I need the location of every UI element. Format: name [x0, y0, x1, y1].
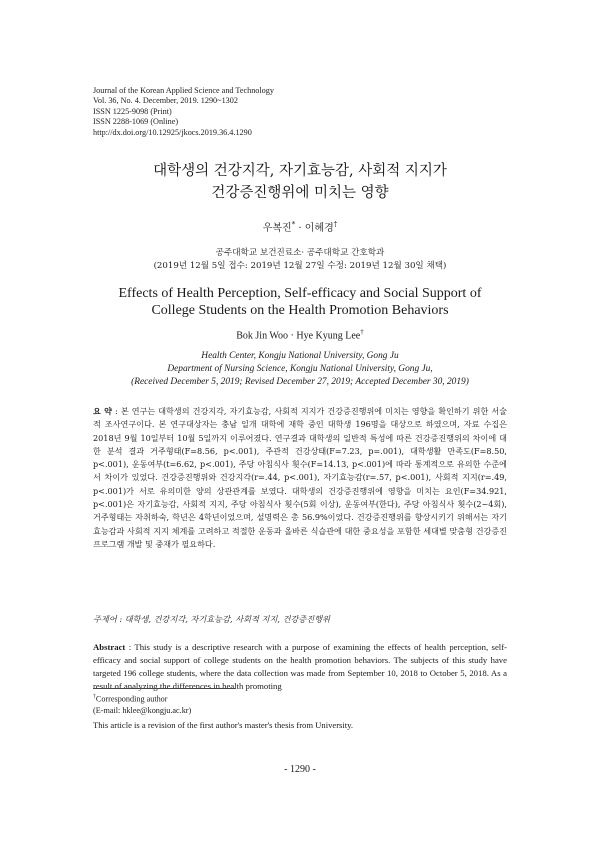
korean-keywords: 주제어 : 대학생, 건강지각, 자기효능감, 사회적 지지, 건강증진행위 — [93, 614, 331, 624]
korean-dates: (2019년 12월 5일 접수: 2019년 12월 27일 수정: 2019년 12월 30일 채택) — [153, 261, 447, 271]
english-affil-line3: (Received December 5, 2019; Revised December 27, 2019; Accepted December 30, 2019) — [131, 377, 469, 387]
issn-online: ISSN 2288-1069 (Online) — [93, 117, 179, 127]
korean-title-line1: 대학생의 건강지각, 자기효능감, 사회적 지지가 — [153, 163, 447, 179]
footnote-corresponding-text: Corresponding author — [95, 694, 168, 704]
doi-link[interactable]: http://dx.doi.org/10.12925/jkocs.2019.36.4.1290 — [93, 127, 252, 137]
english-affil-line1: Health Center, Kongju National University, Gong Ju — [201, 351, 399, 361]
footnote-divider — [93, 688, 235, 689]
english-title — [0, 285, 600, 319]
english-abstract — [93, 641, 507, 693]
korean-abstract-label: 요 약 — [93, 406, 112, 416]
korean-author-names: 우복진 — [262, 223, 292, 234]
korean-abstract — [93, 405, 507, 551]
english-abstract-label: Abstract — [93, 642, 126, 652]
korean-title-line2: 건강증진행위에 미치는 영향 — [211, 185, 389, 201]
issn-print: ISSN 1225-9098 (Print) — [93, 106, 172, 116]
korean-affiliation-block — [0, 247, 600, 273]
english-author-names: Bok Jin Woo · Hye Kyung Lee — [236, 330, 361, 342]
korean-abstract-text: : 본 연구는 대학생의 건강지각, 자기효능감, 사회적 지지가 건강증진행위에 미치는 영향을 확인하기 위한 서술적 조사연구이다. 본 연구대상자는 충남 일개 대학에 재학 중인 대학생 196명을 대상으로 하였으며, 자료 수집은 2018년 9월 10일부터 10월 5일까지 이루어졌다. 연구결과 대학생의 일반적 특성에 따른 건강증진행위의 차이에 대한 분석 결과 거주형태(F=8.56, p<.001), 주관적 건강상태(F=7.23, p=.001), 대학생활 만족도(F=8.50, p<.001), 운동여부(t=6.62, p<.001), 주당 아침식사 횟수(F=14.13, p<.001)에 따라 통계적으로 유의한 수준에서 차이가 있었다. 건강증진행위와 건강지각(r=.44, p<.001), 자기효능감(r=.57, p<.001), 사회적 지지(r=.49, p<.001)가 서로 유의미한 양의 상관관계를 보였다. 대학생의 건강증진행위에 영향을 미치는 요인(F=34.921, p<.001)은 자기효능감, 사회적 지지, 주당 아침식사 횟수(5회 이상), 운동여부(한다), 주당 아침식사 횟수(2~4회), 거주형태는 자취하숙, 학년은 4학년이었으며, 설명력은 총 56.9%이었다. 건강증진행위를 향상시키기 위해서는 자기효능감과 사회적 지지 체계를 고려하고 적절한 운동과 올바른 식습관에 대한 중요성을 포함한 세대별 맞춤형 건강증진프로그램 개발 및 중재가 필요하다. — [93, 406, 507, 549]
english-title-line1: Effects of Health Perception, Self-efficacy and Social Support of — [118, 286, 482, 301]
english-title-line2: College Students on the Health Promotion Behaviors — [151, 303, 449, 318]
page-number: - 1290 - — [284, 764, 316, 775]
english-authors — [0, 328, 600, 341]
journal-header — [93, 86, 274, 138]
english-abstract-text: : This study is a descriptive research with a purpose of examining the effects of health perception, self-efficacy and social support of college students on the health promotion behaviors. The subjects of this study have targeted 196 college students, where the data collection was made from September 10, 2018 to October 5, 2018. As a result of analyzing the differences in health promoting — [93, 642, 507, 691]
corresponding-mark: † — [333, 220, 338, 229]
english-corresponding-mark: † — [360, 328, 364, 336]
korean-affiliation: 공주대학교 보건진료소· 공주대학교 간호학과 — [215, 248, 385, 258]
english-affil-line2: Department of Nursing Science, Kongju National University, Gong Ju, — [167, 364, 433, 374]
footnote-mark: † — [93, 694, 96, 700]
footnote-corresponding — [93, 692, 507, 705]
korean-authors — [0, 219, 600, 234]
first-author-mark: * — [291, 220, 296, 229]
footnote-note: This article is a revision of the first author's master's thesis from University. — [93, 719, 354, 730]
footnote-email: (E-mail: hklee@kongju.ac.kr) — [93, 705, 192, 715]
korean-author-second: · 이혜경 — [295, 223, 334, 234]
journal-name: Journal of the Korean Applied Science and Technology — [93, 86, 274, 95]
journal-volume: Vol. 36, No. 4. December, 2019. 1290~1302 — [93, 96, 238, 106]
footnotes — [93, 692, 507, 731]
english-affiliation-block — [0, 350, 600, 389]
korean-title — [0, 160, 600, 204]
